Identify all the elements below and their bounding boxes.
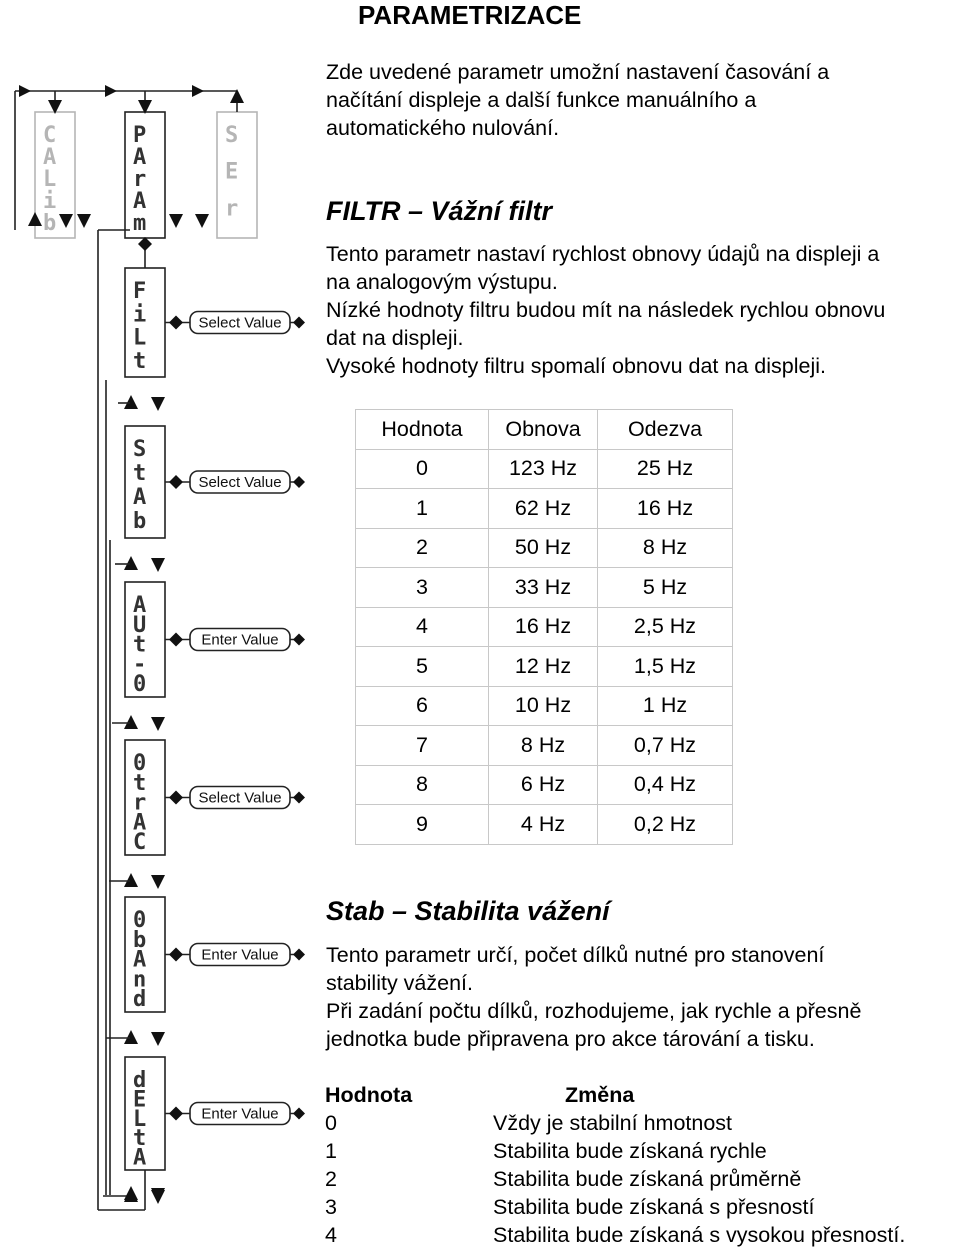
display-char: A — [133, 1145, 147, 1171]
table-row — [356, 528, 733, 568]
cell-odezva: 5 Hz — [598, 568, 733, 608]
cell-odezva: 0,4 Hz — [598, 765, 733, 805]
stab-value: 3 — [325, 1195, 337, 1219]
up-arrow-icon — [124, 556, 138, 570]
cell-obnova: 50 Hz — [489, 528, 598, 568]
display-char: t — [133, 461, 147, 486]
down-arrow-icon — [151, 1032, 165, 1046]
cell-obnova: 4 Hz — [489, 805, 598, 845]
value-button-label: Select Value — [198, 789, 282, 807]
header-odezva: Odezva — [598, 410, 733, 450]
header-hodnota: Hodnota — [356, 410, 489, 450]
diamond-icon — [293, 317, 305, 329]
value-button-label: Select Value — [198, 474, 282, 491]
value-button-label: Enter Value — [201, 946, 279, 964]
filter-table — [355, 409, 733, 845]
diamond-icon — [293, 476, 305, 488]
stab-change: Stabilita bude získaná s přesností — [493, 1195, 815, 1219]
stab-header-hodnota: Hodnota — [325, 1083, 413, 1107]
intro-line: načítání displeje a další funkce manuálního a — [326, 88, 757, 112]
display-char: 0 — [133, 672, 147, 698]
display-char: r — [133, 790, 147, 816]
down-arrow-icon — [151, 397, 165, 411]
down-arrow-icon — [169, 214, 183, 228]
menu-display — [125, 112, 165, 238]
display-char: S — [133, 437, 147, 462]
stab-change: Stabilita bude získaná s vysokou přesností. — [493, 1223, 906, 1247]
stab-header-zmena: Změna — [565, 1083, 635, 1107]
up-arrow-icon — [124, 715, 138, 729]
diamond-icon — [138, 237, 152, 251]
right-arrow-icon — [19, 85, 31, 97]
display-char: b — [43, 211, 57, 236]
display-char: A — [133, 947, 147, 973]
display-char: E — [225, 159, 239, 185]
table-header-row — [356, 410, 733, 450]
menu-display — [217, 112, 257, 238]
display-char: F — [133, 279, 147, 304]
display-char: A — [133, 189, 147, 214]
cell-odezva: 1,5 Hz — [598, 647, 733, 687]
cell-obnova: 10 Hz — [489, 686, 598, 726]
display-char: r — [133, 167, 147, 192]
display-char: L — [133, 325, 147, 351]
down-arrow-icon — [151, 1188, 165, 1202]
table-row — [356, 568, 733, 608]
display-char: t — [133, 770, 147, 796]
up-arrow-icon — [124, 1186, 138, 1200]
stab-line: Tento parametr určí, počet dílků nutné pro stanovení — [326, 943, 825, 967]
value-button — [190, 944, 290, 966]
cell-odezva: 16 Hz — [598, 489, 733, 529]
diamond-icon — [169, 475, 183, 489]
display-char: C — [133, 830, 147, 856]
cell-odezva: 8 Hz — [598, 528, 733, 568]
filtr-section-title: FILTR – Vážní filtr — [326, 196, 553, 226]
display-char: A — [133, 810, 147, 836]
parameter-display — [125, 740, 165, 855]
stab-change: Stabilita bude získaná průměrně — [493, 1167, 802, 1191]
cell-odezva: 25 Hz — [598, 449, 733, 489]
filtr-line: Nízké hodnoty filtru budou mít na následek rychlou obnovu — [326, 298, 886, 322]
filtr-line: Tento parametr nastaví rychlost obnovy údajů na displeji a — [326, 242, 880, 266]
display-char: U — [133, 612, 147, 638]
stab-value: 1 — [325, 1139, 337, 1163]
intro-line: automatického nulování. — [326, 116, 560, 140]
right-arrow-icon — [192, 85, 204, 97]
diamond-icon — [169, 1107, 183, 1121]
table-row — [356, 449, 733, 489]
display-char: 0 — [133, 751, 147, 776]
up-arrow-icon — [124, 873, 138, 887]
cell-odezva: 0,2 Hz — [598, 805, 733, 845]
right-arrow-icon — [105, 85, 117, 97]
cell-odezva: 1 Hz — [598, 686, 733, 726]
parameter-display — [125, 582, 165, 697]
stab-line: jednotka bude připravena pro akce tárování a tisku. — [326, 1027, 815, 1051]
display-char: C — [43, 123, 57, 148]
down-arrow-icon — [195, 214, 209, 228]
filtr-line: na analogovým výstupu. — [326, 270, 558, 294]
display-char: A — [43, 145, 57, 170]
cell-obnova: 16 Hz — [489, 607, 598, 647]
diamond-icon — [169, 791, 183, 805]
cell-odezva: 2,5 Hz — [598, 607, 733, 647]
cell-hodnota: 1 — [356, 489, 489, 529]
cell-odezva: 0,7 Hz — [598, 726, 733, 766]
stab-value: 2 — [325, 1167, 337, 1191]
display-char: A — [133, 593, 147, 618]
display-char: E — [133, 1087, 147, 1113]
cell-hodnota: 5 — [356, 647, 489, 687]
value-button — [190, 1103, 290, 1125]
stab-description — [326, 941, 861, 1053]
stab-line: Při zadání počtu dílků, rozhodujeme, jak rychle a přesně — [326, 999, 862, 1023]
display-char: - — [133, 652, 147, 678]
display-char: A — [133, 145, 147, 170]
header-obnova: Obnova — [489, 410, 598, 450]
cell-hodnota: 3 — [356, 568, 489, 608]
diamond-icon — [293, 792, 305, 804]
table-row — [356, 686, 733, 726]
stab-section-title: Stab – Stabilita vážení — [326, 896, 610, 926]
display-char: t — [133, 1126, 147, 1152]
parameter-display — [125, 268, 165, 377]
stab-value: 0 — [325, 1111, 337, 1135]
display-char: L — [133, 1106, 147, 1132]
table-row — [356, 805, 733, 845]
cell-hodnota: 2 — [356, 528, 489, 568]
stab-value: 4 — [325, 1223, 337, 1247]
value-button — [190, 312, 290, 334]
display-char: t — [133, 632, 147, 658]
cell-hodnota: 4 — [356, 607, 489, 647]
display-char: S — [225, 123, 239, 148]
cell-obnova: 12 Hz — [489, 647, 598, 687]
diamond-icon — [169, 948, 183, 962]
cell-hodnota: 7 — [356, 726, 489, 766]
stab-change: Vždy je stabilní hmotnost — [493, 1111, 733, 1135]
page-title: PARAMETRIZACE — [358, 0, 582, 30]
diamond-icon — [293, 1108, 305, 1120]
up-arrow-icon — [124, 1030, 138, 1044]
table-row — [356, 607, 733, 647]
display-char: P — [133, 123, 147, 148]
parameter-display — [125, 426, 165, 538]
cell-obnova: 33 Hz — [489, 568, 598, 608]
display-char: b — [133, 927, 147, 953]
value-button-label: Enter Value — [201, 1105, 279, 1123]
parameter-display — [125, 1057, 165, 1171]
display-char: d — [133, 987, 147, 1013]
display-char: L — [43, 167, 57, 192]
cell-hodnota: 8 — [356, 765, 489, 805]
cell-obnova: 62 Hz — [489, 489, 598, 529]
display-char: r — [225, 196, 239, 222]
value-button-label: Select Value — [198, 314, 282, 332]
parameter-display — [125, 897, 165, 1012]
up-arrow-icon — [124, 395, 138, 409]
filtr-description — [326, 240, 885, 380]
diamond-icon — [293, 949, 305, 961]
table-row — [356, 647, 733, 687]
cell-obnova: 6 Hz — [489, 765, 598, 805]
down-arrow-icon — [151, 558, 165, 572]
menu-navigation-diagram — [0, 0, 320, 1254]
value-button — [190, 471, 290, 493]
filtr-line: Vysoké hodnoty filtru spomalí obnovu dat na displeji. — [326, 354, 826, 378]
down-arrow-icon — [77, 214, 91, 228]
cell-obnova: 123 Hz — [489, 449, 598, 489]
diamond-icon — [169, 633, 183, 647]
diamond-icon — [169, 316, 183, 330]
value-button — [190, 787, 290, 809]
display-char: m — [133, 211, 147, 236]
diamond-icon — [293, 634, 305, 646]
display-char: t — [133, 348, 147, 374]
cell-obnova: 8 Hz — [489, 726, 598, 766]
table-row — [356, 726, 733, 766]
stab-change: Stabilita bude získaná rychle — [493, 1139, 767, 1163]
filtr-line: dat na displeji. — [326, 326, 464, 350]
display-char: 0 — [133, 908, 147, 933]
display-char: i — [43, 189, 57, 214]
cell-hodnota: 9 — [356, 805, 489, 845]
display-char: b — [133, 509, 147, 534]
down-arrow-icon — [151, 875, 165, 889]
display-char: i — [133, 302, 147, 328]
intro-paragraph — [326, 58, 829, 142]
down-arrow-icon — [151, 717, 165, 731]
value-button-label: Enter Value — [201, 631, 279, 649]
stab-line: stability vážení. — [326, 971, 473, 995]
cell-hodnota: 6 — [356, 686, 489, 726]
table-row — [356, 489, 733, 529]
table-row — [356, 765, 733, 805]
display-char: d — [133, 1068, 147, 1093]
display-char: n — [133, 967, 147, 993]
value-button — [190, 629, 290, 651]
intro-line: Zde uvedené parametr umožní nastavení časování a — [326, 60, 830, 84]
display-char: A — [133, 485, 147, 510]
cell-hodnota: 0 — [356, 449, 489, 489]
